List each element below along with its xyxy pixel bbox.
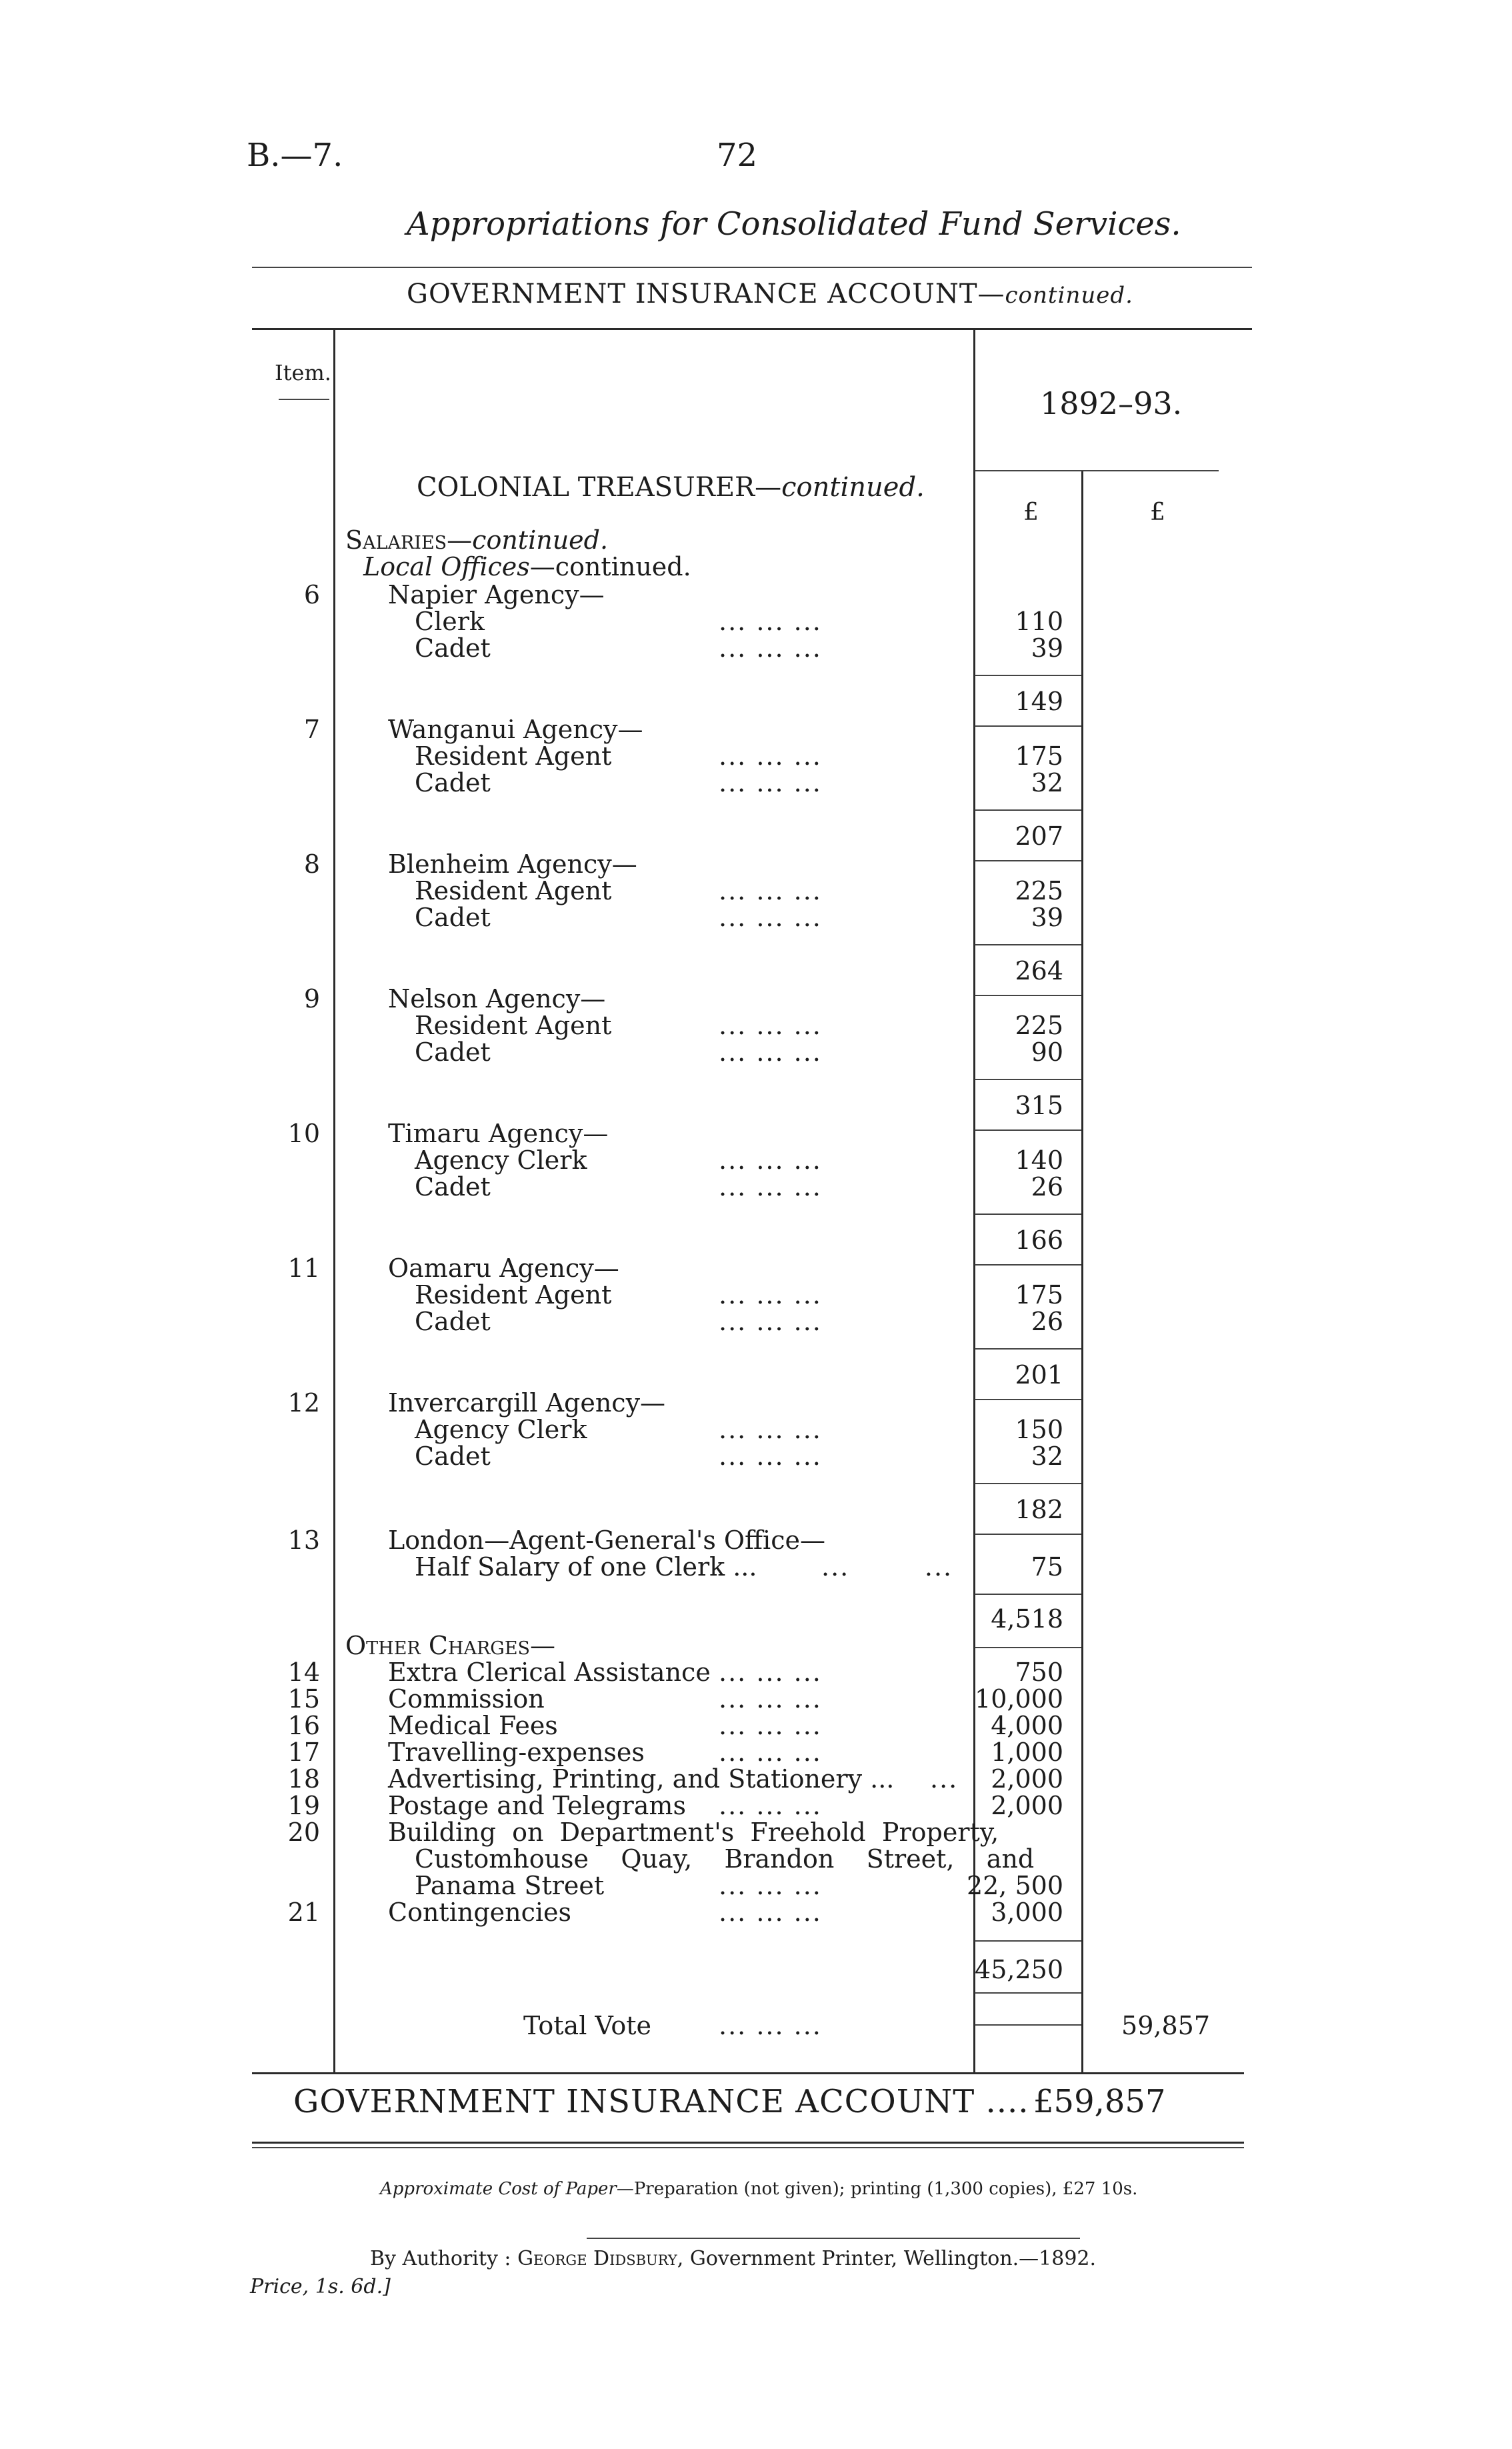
item-number: 21	[287, 1898, 320, 1927]
page-title: Appropriations for Consolidated Fund Services.	[407, 205, 1181, 243]
charge-label: Extra Clerical Assistance	[388, 1658, 711, 1687]
subtotal: 315	[1015, 1091, 1063, 1120]
leader-dots: ... ... ...	[719, 1037, 822, 1067]
account-heading-suffix: continued.	[1005, 282, 1133, 309]
leader-dots: ... ... ...	[719, 607, 822, 636]
salaries-total: 4,518	[991, 1604, 1063, 1634]
line-amount: 225	[1015, 876, 1063, 905]
item-number: 16	[287, 1711, 320, 1740]
item-number: 14	[287, 1658, 320, 1687]
agency-name: Blenheim Agency—	[388, 849, 637, 879]
london-line: Half Salary of one Clerk ...	[415, 1552, 757, 1582]
line-amount: 110	[1015, 607, 1063, 636]
authority-line	[370, 2247, 1096, 2270]
leader-dots: ... ... ...	[719, 1172, 822, 1201]
leader-dots: ... ... ...	[719, 1442, 822, 1471]
line-label: Agency Clerk	[415, 1415, 587, 1444]
salaries-suffix: continued.	[472, 525, 609, 555]
line-label: Resident Agent	[415, 1280, 612, 1310]
page-ref: B.—7.	[247, 137, 343, 174]
charge-label: Medical Fees	[388, 1711, 558, 1740]
section-heading	[417, 472, 925, 503]
pound-sign-2: £	[1150, 499, 1165, 526]
agency-name: Oamaru Agency—	[388, 1254, 619, 1283]
leader-dots: ...	[930, 1764, 959, 1794]
leader-dots: ... ... ...	[719, 1145, 822, 1175]
line-amount: 39	[1031, 903, 1063, 932]
item-number: 6	[303, 580, 320, 609]
line-amount: 175	[1015, 1280, 1063, 1310]
charge-amount: 750	[1015, 1658, 1063, 1687]
charge-label: Postage and Telegrams	[388, 1791, 686, 1820]
line-label: Cadet	[415, 1037, 491, 1067]
subtotal: 182	[1015, 1495, 1063, 1524]
page-number: 72	[717, 137, 758, 174]
authority-rest: , Government Printer, Wellington.—1892.	[677, 2247, 1097, 2270]
line-label: Cadet	[415, 633, 491, 663]
item-number: 17	[287, 1738, 320, 1767]
leader-dots: ... ... ...	[719, 1658, 822, 1687]
line-label: Resident Agent	[415, 876, 612, 905]
charge-amount: 3,000	[991, 1898, 1063, 1927]
charge-label: Travelling-expenses	[388, 1738, 645, 1767]
building-line-2: Customhouse Quay, Brandon Street, and	[415, 1844, 1035, 1874]
agency-name: Napier Agency—	[388, 580, 605, 609]
agency-name: Invercargill Agency—	[388, 1388, 666, 1418]
authority-prefix: By Authority :	[370, 2247, 511, 2270]
other-charges-total: 45,250	[975, 1955, 1063, 1984]
leader-dots: ... ... ...	[719, 1280, 822, 1310]
building-line-3: Panama Street	[415, 1871, 605, 1900]
building-line-1: Building on Department's Freehold Property,	[388, 1818, 999, 1847]
line-label: Cadet	[415, 903, 491, 932]
item-number: 9	[303, 984, 320, 1013]
charge-amount: 1,000	[991, 1738, 1063, 1767]
line-amount: 26	[1031, 1172, 1063, 1201]
leader-dots: ... ... ...	[719, 1415, 822, 1444]
line-amount: 140	[1015, 1145, 1063, 1175]
item-number: 7	[303, 715, 320, 744]
line-label: Cadet	[415, 1307, 491, 1336]
subtotal: 166	[1015, 1226, 1063, 1255]
item-number: 19	[287, 1791, 320, 1820]
agency-name: Wanganui Agency—	[388, 715, 643, 744]
leader-dots: ... ... ...	[719, 903, 822, 932]
item-number: 20	[287, 1818, 320, 1847]
line-amount: 175	[1015, 741, 1063, 771]
grand-total-label: GOVERNMENT INSURANCE ACCOUNT ....	[293, 2083, 1029, 2120]
line-amount: 225	[1015, 1011, 1063, 1040]
price-note: Price, 1s. 6d.]	[250, 2275, 391, 2298]
leader-dots: ... ... ...	[719, 2011, 822, 2040]
total-vote-label: Total Vote	[523, 2011, 652, 2040]
leader-dots: ... ... ...	[719, 741, 822, 771]
total-vote-amount: 59,857	[1121, 2011, 1210, 2040]
year-header: 1892–93.	[1040, 385, 1183, 421]
leader-dots: ... ... ...	[719, 876, 822, 905]
leader-dots: ... ... ...	[719, 1011, 822, 1040]
line-amount: 90	[1031, 1037, 1063, 1067]
item-number: 11	[287, 1254, 320, 1283]
leader-dots: ... ... ...	[719, 1684, 822, 1714]
line-amount: 39	[1031, 633, 1063, 663]
london-heading: London—Agent-General's Office—	[388, 1526, 825, 1555]
item-number: 8	[303, 849, 320, 879]
item-header: Item.	[275, 360, 331, 385]
leader-dots: ... ... ...	[719, 1791, 822, 1820]
item-number: 18	[287, 1764, 320, 1794]
subtotal: 207	[1015, 821, 1063, 851]
building-amount: 22, 500	[966, 1871, 1063, 1900]
leader-dots: ... ... ...	[719, 1738, 822, 1767]
agency-name: Nelson Agency—	[388, 984, 606, 1013]
item-number: 13	[287, 1526, 320, 1555]
line-label: Resident Agent	[415, 741, 612, 771]
local-offices-suffix: —continued.	[529, 552, 691, 581]
salaries-label: Salaries—	[345, 525, 473, 555]
charge-label: Commission	[388, 1684, 545, 1714]
subtotal: 201	[1015, 1360, 1063, 1390]
local-offices-heading	[363, 553, 691, 580]
line-amount: 32	[1031, 1442, 1063, 1471]
grand-total-amount: £59,857	[1033, 2083, 1166, 2120]
salaries-heading	[345, 527, 608, 553]
other-charges-heading: Other Charges—	[345, 1631, 556, 1660]
line-label: Clerk	[415, 607, 485, 636]
charge-amount: 2,000	[991, 1791, 1063, 1820]
line-amount: 32	[1031, 768, 1063, 797]
line-amount: 26	[1031, 1307, 1063, 1336]
subtotal: 264	[1015, 956, 1063, 985]
pound-sign-1: £	[1023, 499, 1039, 526]
leader-dots: ... ... ...	[719, 1711, 822, 1740]
charge-amount: 4,000	[991, 1711, 1063, 1740]
london-amount: 75	[1031, 1552, 1063, 1582]
line-label: Cadet	[415, 1442, 491, 1471]
item-number: 10	[287, 1119, 320, 1148]
leader-dots: ... ...	[821, 1552, 953, 1582]
line-label: Agency Clerk	[415, 1145, 587, 1175]
leader-dots: ... ... ...	[719, 633, 822, 663]
line-label: Resident Agent	[415, 1011, 612, 1040]
account-heading-main: GOVERNMENT INSURANCE ACCOUNT—	[407, 279, 1005, 309]
section-heading-suffix: continued.	[781, 472, 925, 503]
leader-dots: ... ... ...	[719, 1307, 822, 1336]
section-heading-main: COLONIAL TREASURER—	[417, 472, 782, 503]
leader-dots: ... ... ...	[719, 1871, 822, 1900]
agency-name: Timaru Agency—	[388, 1119, 609, 1148]
cost-note-text: —Preparation (not given); printing (1,300 copies), £27 10s.	[616, 2179, 1138, 2199]
account-heading	[407, 279, 1133, 309]
item-number: 12	[287, 1388, 320, 1418]
cost-note-prefix: Approximate Cost of Paper	[380, 2179, 617, 2199]
cost-note	[380, 2179, 1137, 2199]
line-label: Cadet	[415, 768, 491, 797]
charge-label: Advertising, Printing, and Stationery ...	[388, 1764, 895, 1794]
subtotal: 149	[1015, 687, 1063, 716]
leader-dots: ... ... ...	[719, 1898, 822, 1927]
authority-printer: George Didsbury	[517, 2247, 677, 2270]
charge-amount: 2,000	[991, 1764, 1063, 1794]
line-label: Cadet	[415, 1172, 491, 1201]
line-amount: 150	[1015, 1415, 1063, 1444]
local-offices-label: Local Offices	[363, 552, 530, 581]
item-number: 15	[287, 1684, 320, 1714]
leader-dots: ... ... ...	[719, 768, 822, 797]
charge-label: Contingencies	[388, 1898, 572, 1927]
charge-amount: 10,000	[975, 1684, 1063, 1714]
